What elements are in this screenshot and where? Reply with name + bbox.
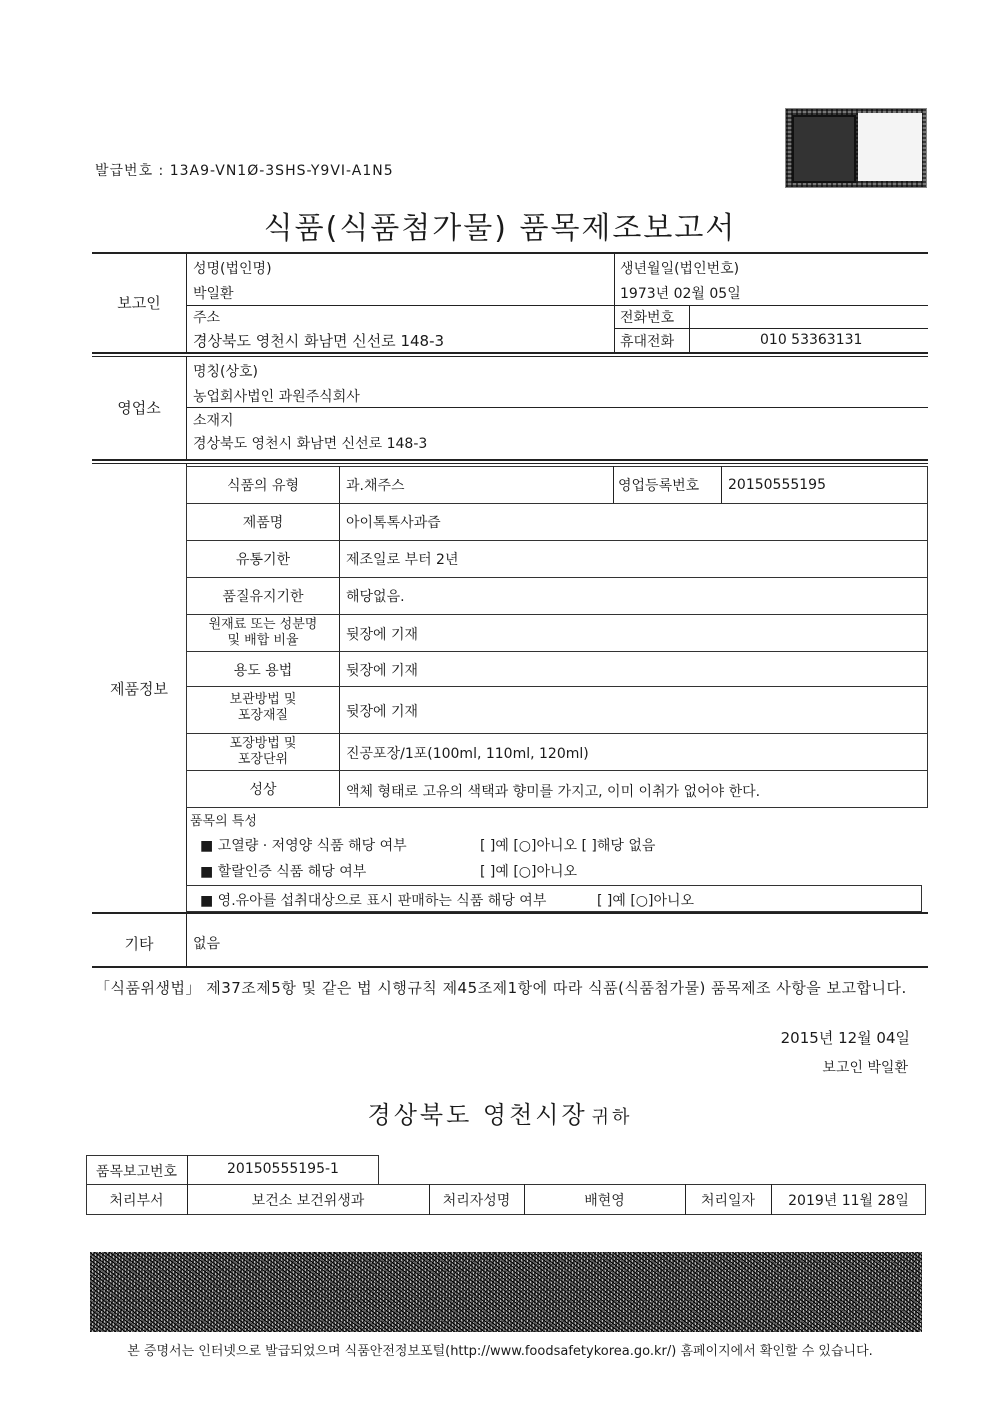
product-row-value: 해당없음. bbox=[346, 589, 405, 605]
divider bbox=[186, 253, 187, 353]
divider bbox=[92, 463, 928, 464]
features-label: 품목의 특성 bbox=[190, 814, 257, 829]
name-label: 성명(법인명) bbox=[193, 261, 272, 277]
feature-high-calorie-options: [ ]예 [○]아니오 [ ]해당 없음 bbox=[480, 838, 656, 854]
report-number-value: 20150555195-1 bbox=[227, 1161, 339, 1177]
product-row-value: 뒷장에 기재 bbox=[346, 704, 419, 720]
report-date: 2015년 12월 04일 bbox=[780, 1029, 910, 1047]
divider bbox=[92, 352, 928, 354]
product-type-value: 과.채주스 bbox=[346, 478, 405, 494]
mobile-label: 휴대전화 bbox=[620, 334, 675, 350]
business-section-label: 영업소 bbox=[117, 399, 161, 417]
product-row-value: 아이톡톡사과즙 bbox=[346, 515, 441, 531]
recipient bbox=[0, 1095, 1000, 1130]
divider bbox=[92, 252, 928, 254]
department-value: 보건소 보건위생과 bbox=[251, 1193, 365, 1209]
other-label: 기타 bbox=[124, 935, 154, 953]
business-name-value: 농업회사법인 과원주식회사 bbox=[193, 389, 360, 405]
other-value: 없음 bbox=[193, 936, 221, 952]
security-pattern bbox=[90, 1252, 922, 1332]
divider bbox=[186, 357, 187, 459]
product-section-label: 제품정보 bbox=[110, 680, 168, 698]
birth-label: 생년월일(법인번호) bbox=[620, 261, 740, 277]
address-value: 경상북도 영천시 화남면 신선로 148-3 bbox=[193, 332, 445, 350]
product-type-label: 식품의 유형 bbox=[226, 478, 300, 494]
reporter-section-label: 보고인 bbox=[117, 294, 161, 312]
processing-date-value: 2019년 11월 28일 bbox=[788, 1193, 909, 1209]
product-row-label: 제품명 bbox=[242, 515, 284, 531]
processing-date-label: 처리일자 bbox=[700, 1193, 756, 1209]
department-label: 처리부서 bbox=[109, 1193, 164, 1209]
divider bbox=[613, 466, 614, 504]
product-row-value: 진공포장/1포(100ml, 110ml, 120ml) bbox=[346, 746, 589, 762]
divider bbox=[721, 466, 722, 504]
footer-note: 본 증명서는 인터넷으로 발급되었으며 식품안전정보포털(http://www.foodsafetykorea.go.kr/) 홈페이지에서 확인할 수 있습니다. bbox=[127, 1344, 873, 1359]
divider bbox=[614, 253, 615, 353]
divider bbox=[92, 356, 928, 357]
registration-label: 영업등록번호 bbox=[618, 478, 700, 494]
feature-infant: ■ 영.유아를 섭취대상으로 표시 판매하는 식품 해당 여부 bbox=[200, 893, 547, 909]
qr-code bbox=[785, 108, 927, 188]
product-row-value: 뒷장에 기재 bbox=[346, 627, 419, 643]
location-value: 경상북도 영천시 화남면 신선로 148-3 bbox=[193, 436, 428, 452]
divider bbox=[92, 912, 928, 914]
divider bbox=[92, 459, 928, 461]
name-value: 박일환 bbox=[193, 286, 234, 302]
divider bbox=[186, 914, 187, 967]
report-number-label: 품목보고번호 bbox=[95, 1164, 178, 1180]
mobile-value: 010 53363131 bbox=[760, 332, 863, 348]
qr-code-margin bbox=[858, 113, 922, 181]
document-title: 식품(식품첨가물) 품목제조보고서 bbox=[263, 211, 737, 246]
feature-halal-options: [ ]예 [○]아니오 bbox=[480, 864, 578, 880]
qr-code-block bbox=[792, 115, 856, 183]
phone-label: 전화번호 bbox=[620, 310, 675, 326]
feature-infant-options: [ ]예 [○]아니오 bbox=[597, 893, 695, 909]
reporter-signature: 보고인 박일환 bbox=[822, 1060, 908, 1076]
product-row-label: 포장방법 및 포장단위 bbox=[229, 736, 297, 767]
product-row-value: 제조일로 부터 2년 bbox=[346, 552, 459, 568]
divider bbox=[186, 305, 928, 306]
feature-high-calorie: ■ 고열량 · 저영양 식품 해당 여부 bbox=[200, 838, 407, 854]
divider bbox=[689, 305, 690, 353]
product-row-label: 보관방법 및 포장재질 bbox=[229, 692, 297, 723]
handler-value: 배현영 bbox=[584, 1193, 625, 1209]
address-label: 주소 bbox=[193, 310, 221, 326]
divider bbox=[614, 328, 928, 329]
registration-value: 20150555195 bbox=[728, 477, 826, 493]
divider bbox=[186, 407, 928, 408]
product-row-label: 성상 bbox=[249, 782, 277, 798]
statement-text: 「식품위생법」 제37조제5항 및 같은 법 시행규칙 제45조제1항에 따라 식품(식품첨가물) 품목제조 사항을 보고합니다. bbox=[95, 979, 907, 997]
product-row-label: 유통기한 bbox=[235, 552, 291, 568]
issue-number: 발급번호 : 13A9-VN1Ø-3SHS-Y9VI-A1N5 bbox=[95, 163, 394, 179]
divider bbox=[92, 966, 928, 968]
feature-halal: ■ 할랄인증 식품 해당 여부 bbox=[200, 864, 367, 880]
product-row-label: 품질유지기한 bbox=[222, 589, 304, 605]
business-name-label: 명칭(상호) bbox=[193, 364, 259, 380]
recipient-honorific: 귀하 bbox=[591, 1107, 633, 1128]
recipient-name: 경상북도 영천시장 bbox=[367, 1101, 588, 1129]
product-row-value: 액체 형태로 고유의 색택과 향미를 가지고, 이미 이취가 없어야 한다. bbox=[346, 784, 761, 800]
handler-label: 처리자성명 bbox=[442, 1193, 511, 1209]
product-row-label: 원재료 또는 성분명 및 배합 비율 bbox=[208, 617, 318, 648]
location-label: 소재지 bbox=[193, 413, 234, 429]
product-row-value: 뒷장에 기재 bbox=[346, 663, 419, 679]
birth-value: 1973년 02월 05일 bbox=[620, 286, 741, 302]
product-row-label: 용도 용법 bbox=[233, 663, 293, 679]
